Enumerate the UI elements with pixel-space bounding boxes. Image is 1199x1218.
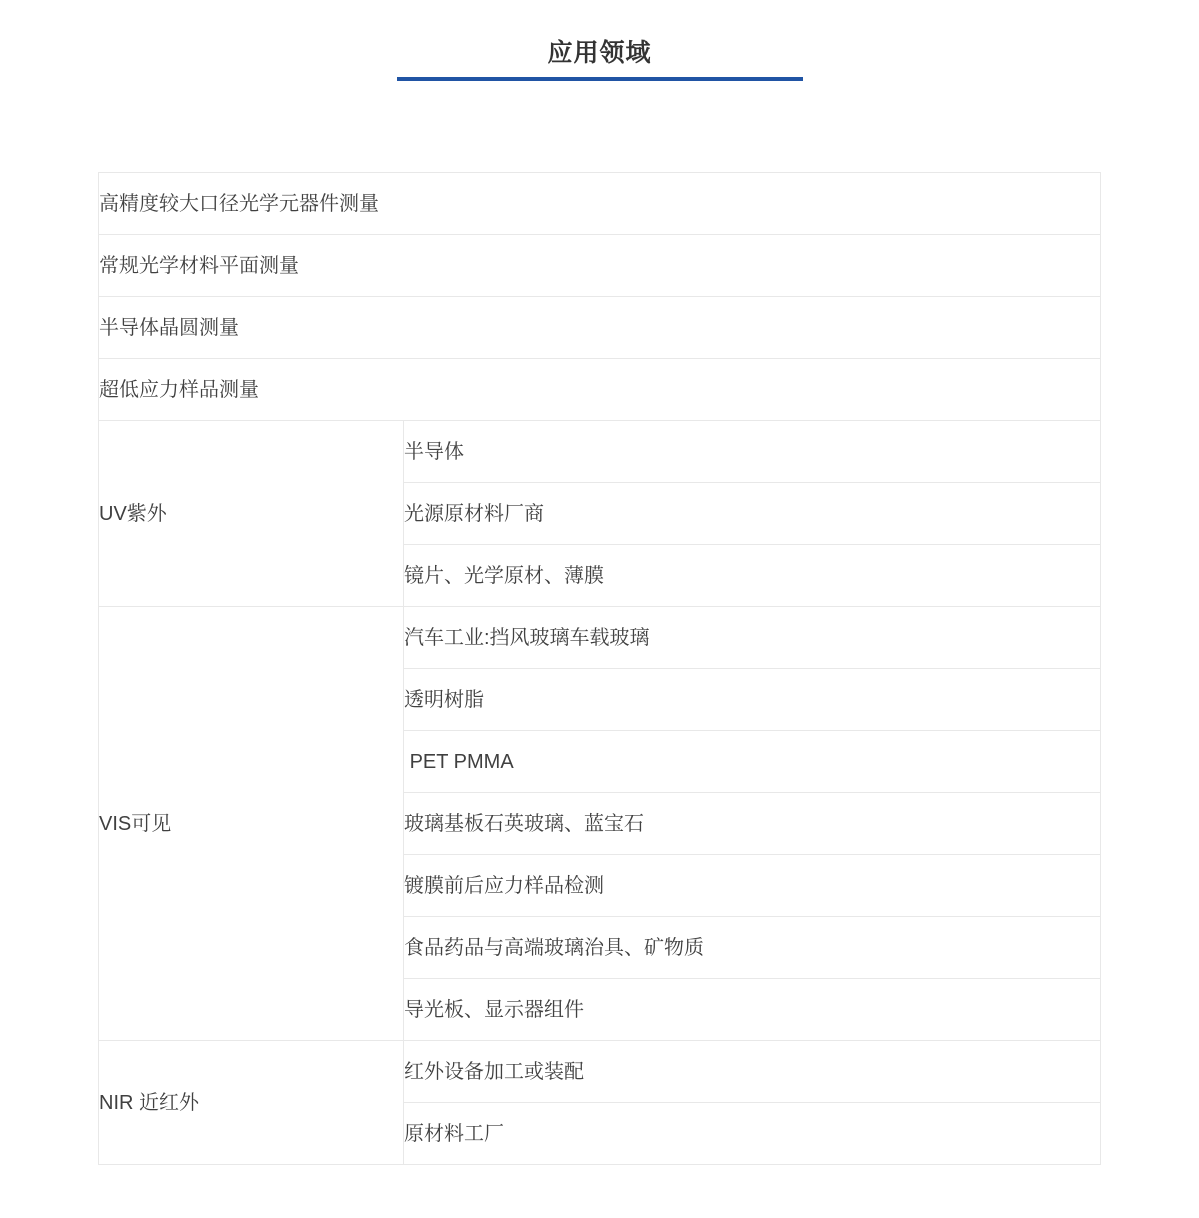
- table-row: [99, 173, 1101, 235]
- band-item: 原材料工厂: [404, 1103, 1101, 1165]
- table-row: [99, 607, 1101, 669]
- band-item: 玻璃基板石英玻璃、蓝宝石: [404, 793, 1101, 855]
- application-row: 高精度较大口径光学元器件测量: [99, 173, 1101, 235]
- band-item: 食品药品与高端玻璃治具、矿物质: [404, 917, 1101, 979]
- band-item: 镜片、光学原材、薄膜: [404, 545, 1101, 607]
- title-underline: [397, 77, 803, 81]
- band-item: 导光板、显示器组件: [404, 979, 1101, 1041]
- band-label-uv: UV紫外: [99, 421, 404, 607]
- band-item: 光源原材料厂商: [404, 483, 1101, 545]
- application-row: 半导体晶圆测量: [99, 297, 1101, 359]
- application-row: 常规光学材料平面测量: [99, 235, 1101, 297]
- band-label-vis: VIS可见: [99, 607, 404, 1041]
- band-item: 镀膜前后应力样品检测: [404, 855, 1101, 917]
- band-item: 半导体: [404, 421, 1101, 483]
- band-item: 红外设备加工或装配: [404, 1041, 1101, 1103]
- applications-table: [98, 172, 1101, 1165]
- table-row: [99, 359, 1101, 421]
- table-row: [99, 421, 1101, 483]
- band-label-nir: NIR 近红外: [99, 1041, 404, 1165]
- band-item: PET PMMA: [404, 731, 1101, 793]
- page-title: 应用领域: [547, 39, 652, 67]
- table-row: [99, 235, 1101, 297]
- table-row: [99, 297, 1101, 359]
- application-row: 超低应力样品测量: [99, 359, 1101, 421]
- band-item: 透明树脂: [404, 669, 1101, 731]
- band-item: 汽车工业:挡风玻璃车载玻璃: [404, 607, 1101, 669]
- table-row: [99, 1041, 1101, 1103]
